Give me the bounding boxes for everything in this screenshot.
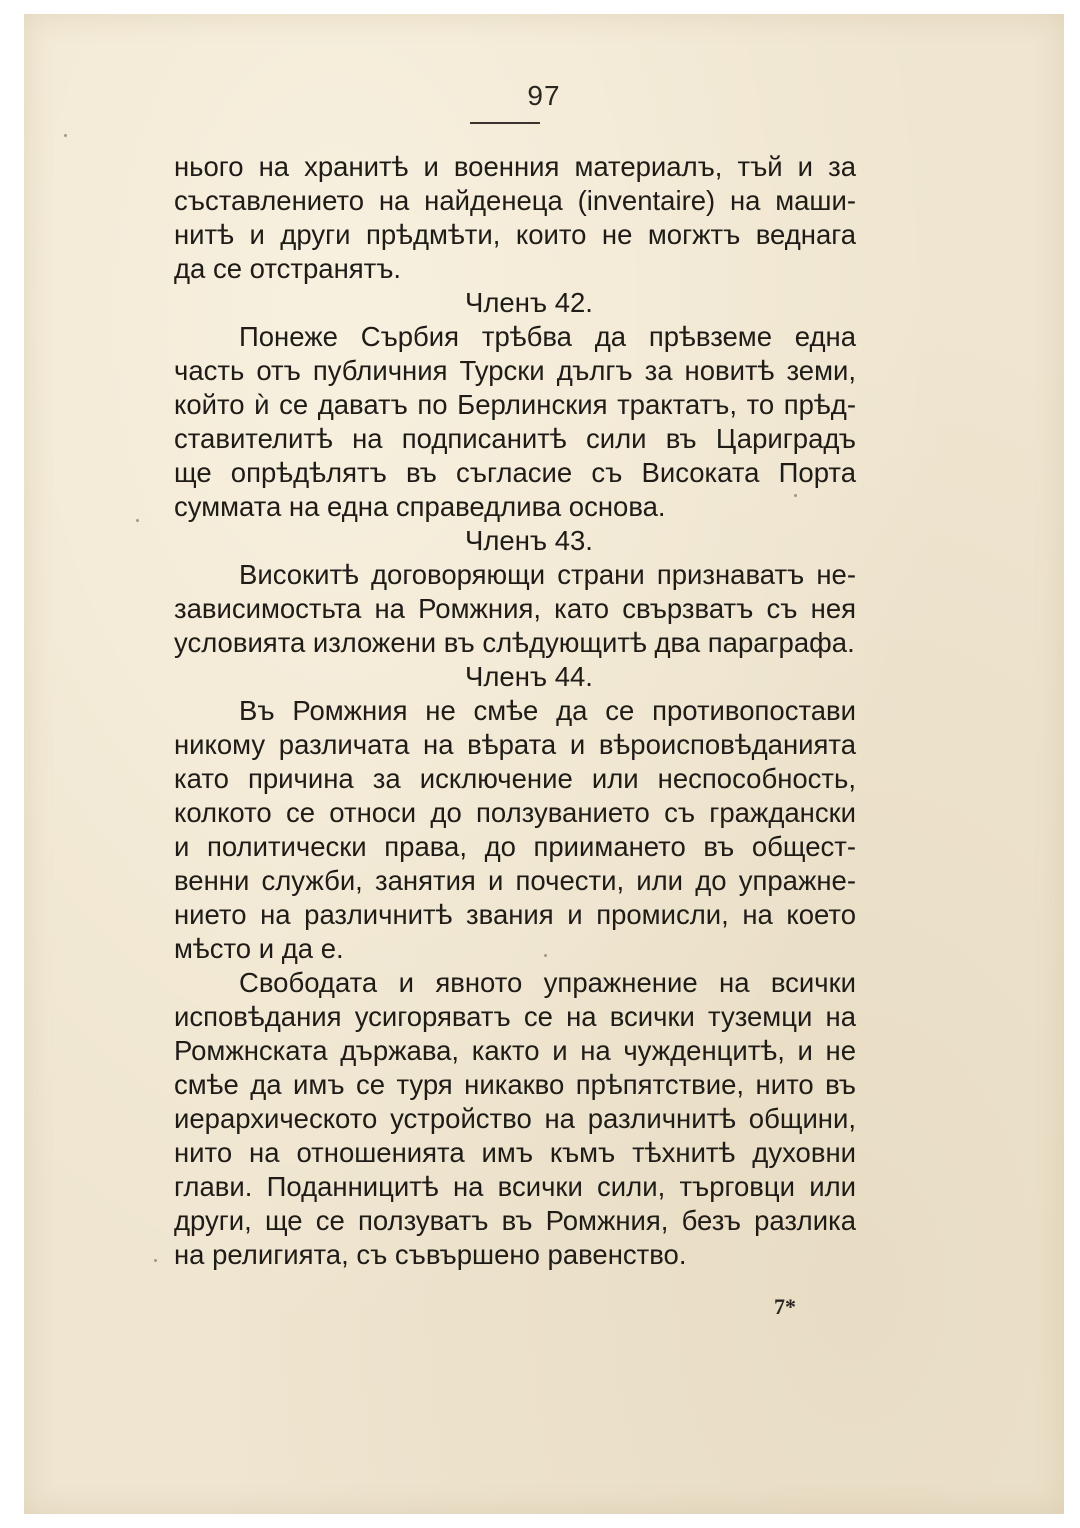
article-heading: Членъ 43. xyxy=(465,525,593,556)
paragraph-line: Високитѣ договоряющи страни признаватъ не- xyxy=(239,559,856,590)
paragraph-line: ставителитѣ на подписанитѣ сили въ Цариградъ xyxy=(174,423,856,454)
paragraph-line: на религията, съ съвършено равенство. xyxy=(174,1239,687,1270)
article-heading: Членъ 44. xyxy=(465,661,593,692)
paper-speck xyxy=(64,134,67,137)
paragraph-line: колкото се относи до ползуванието съ граждански xyxy=(174,797,856,828)
paragraph-line: мѣсто и да е. xyxy=(174,933,344,964)
paragraph-line: който ѝ се даватъ по Берлинския трактатъ, то прѣд- xyxy=(174,389,856,420)
paragraph-line: Свободата и явното упражнение на всички xyxy=(239,967,856,998)
paragraph-line: нитѣ и други прѣдмѣти, които не могжтъ веднага xyxy=(174,219,856,250)
paragraph-line: и политически права, до приимането въ общест- xyxy=(174,831,856,862)
paragraph-line: зависимостьта на Ромжния, като свързватъ съ нея xyxy=(174,593,856,624)
paragraph-line: никому различата на вѣрата и вѣроисповѣданията xyxy=(174,729,856,760)
paragraph-line: съставлението на найденеца (inventaire) на маши- xyxy=(174,185,856,216)
paragraph-line: да се отстранятъ. xyxy=(174,253,402,284)
book-page xyxy=(24,14,1064,1514)
paragraph-line: венни служби, занятия и почести, или до упражне- xyxy=(174,865,856,896)
paper-speck xyxy=(154,1259,157,1262)
paragraph-line: други, ще се ползуватъ въ Ромжния, безъ разлика xyxy=(174,1205,856,1236)
paragraph-line: като причина за исключение или неспособность, xyxy=(174,763,856,794)
page-body xyxy=(174,150,856,1272)
paragraph-line: нього на хранитѣ и военния материалъ, тъй и за xyxy=(174,151,856,182)
paragraph-line: нието на различнитѣ звания и промисли, на което xyxy=(174,899,856,930)
page-number: 97 xyxy=(527,80,561,111)
paper-speck xyxy=(794,494,797,497)
paper-speck xyxy=(136,519,139,522)
printer-signature-mark: 7* xyxy=(774,1294,796,1319)
article-heading: Членъ 42. xyxy=(465,287,593,318)
paragraph-line: Ромжнската държава, както и на чужденцитѣ, и не xyxy=(174,1035,856,1066)
paragraph-line: глави. Поданницитѣ на всички сили, търговци или xyxy=(174,1171,856,1202)
paper-speck xyxy=(544,954,547,957)
paragraph-line: условията изложени въ слѣдующитѣ два параграфа. xyxy=(174,627,855,658)
paragraph-line: суммата на една справедлива основа. xyxy=(174,491,666,522)
paragraph-line: ще опрѣдѣлятъ въ съгласие съ Високата Порта xyxy=(174,457,856,488)
paragraph-line: исповѣдания усигоряватъ се на всички туземци на xyxy=(174,1001,856,1032)
paragraph-line: иерархическото устройство на различнитѣ общини, xyxy=(174,1103,856,1134)
paragraph-line: Понеже Сърбия трѣбва да прѣвземе една xyxy=(239,321,856,352)
page-number-rule xyxy=(470,122,540,124)
paragraph-line: Въ Ромжния не смѣе да се противопостави xyxy=(239,695,856,726)
paragraph-line: часть отъ публичния Турски дългъ за новитѣ земи, xyxy=(174,355,856,386)
paragraph-line: нито на отношенията имъ къмъ тѣхнитѣ духовни xyxy=(174,1137,856,1168)
paragraph-line: смѣе да имъ се туря никакво прѣпятствие, нито въ xyxy=(174,1069,856,1100)
